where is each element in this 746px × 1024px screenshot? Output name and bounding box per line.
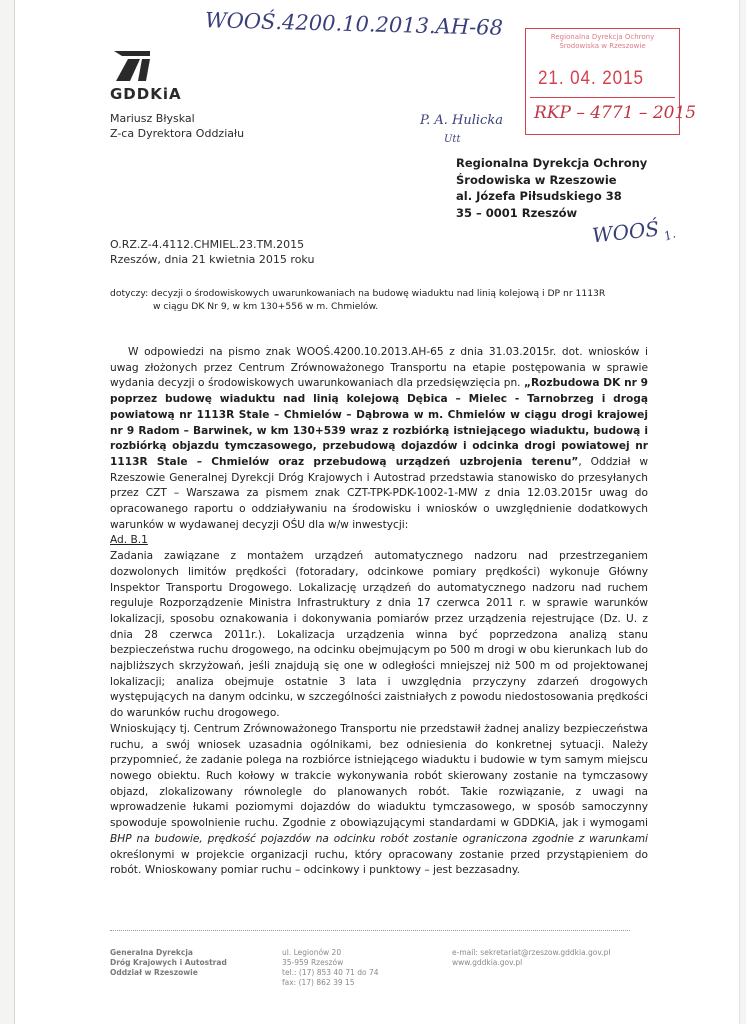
body-italic-text: BHP na budowie, prędkość pojazdów na odcinku robót zostanie ograniczona zgodnie z warunkami	[110, 832, 648, 845]
footer-line: Generalna Dyrekcja	[110, 948, 193, 957]
signer-title: Z-ca Dyrektora Oddziału	[110, 127, 245, 140]
handwritten-initials: Utt	[444, 134, 461, 145]
subject-line: w ciągu DK Nr 9, w km 130+556 w m. Chmielów.	[153, 301, 379, 312]
recipient-line: al. Józefa Piłsudskiego 38	[456, 189, 622, 203]
letter-body	[110, 345, 648, 879]
footer-organization	[110, 948, 227, 978]
footer-contact	[452, 948, 610, 968]
footer-line: ul. Legionów 20	[282, 948, 342, 957]
footer-divider	[110, 930, 630, 931]
stamp-divider	[530, 97, 675, 98]
footer-website: www.gddkia.gov.pl	[452, 958, 523, 967]
registry-stamp	[525, 28, 697, 135]
handwritten-wood-note: WOOŚ	[590, 216, 661, 248]
footer-address	[282, 948, 379, 988]
letter-reference	[110, 237, 314, 267]
footer-phone: tel.: (17) 853 40 71 do 74	[282, 968, 379, 977]
letter-place-date: Rzeszów, dnia 21 kwietnia 2015 roku	[110, 253, 315, 266]
body-paragraph	[110, 345, 648, 533]
footer-email: e-mail: sekretariat@rzeszow.gddkia.gov.pl	[452, 948, 611, 957]
subject-line: dotyczy: decyzji o środowiskowych uwarunkowaniach na budowę wiaduktu nad linią kolejową i DP nr 1113R	[110, 288, 606, 299]
body-text: W odpowiedzi na pismo znak WOOŚ.4200.10.2013.AH-65 z dnia 31.03.2015r. dot. wniosków i uwag złożonych przez Centrum Zrównoważonego Transportu na etapie postępowania w sprawie wydania decyzji o środowiskowych uwarunkowaniach dla przedsięwzięcia pn.	[110, 346, 648, 390]
handwritten-case-number: WOOŚ.4200.10.2013.AH-68	[204, 8, 504, 40]
gddkia-road-logo-icon	[110, 45, 154, 83]
stamp-office: Regionalna Dyrekcja Ochrony Środowiska w Rzeszowie	[550, 33, 655, 50]
section-heading: Ad. B.1	[110, 534, 148, 547]
signer-name: Mariusz Błyskal	[110, 112, 195, 125]
footer-line: Oddział w Rzeszowie	[110, 968, 198, 977]
recipient-line: Regionalna Dyrekcja Ochrony	[456, 156, 648, 170]
body-paragraph: Zadania zawiązane z montażem urządzeń automatycznego nadzoru nad przestrzeganiem dozwolonych limitów prędkości (fotoradary, odcinkowe pomiary prędkości) wykonuje Główny Inspektor Transportu Drogowego. Lokalizację urządzeń do automatycznego nadzoru nad ruchem reguluje Rozporządzenie Ministra Infrastruktury z dnia 17 czerwca 2011 r. w sprawie warunków lokalizacji, sposobu oznakowania i dokonywania pomiarów przez urządzenia rejestrujące (Dz. U. z dnia 28 czerwca 2011r.). Lokalizacja urządzenia winna być poprzedzona analizą stanu bezpieczeństwa ruchu drogowego, na odcinku obejmującym po 500 m drogi w obu kierunkach lub do najbliższych skrzyżowań, jeśli znajdują się one w odległości mniejszej niż 500 m od projektowanej lokalizacji; analiza obejmuje ostatnie 3 lata i uwzględnia przyczyny zdarzeń drogowych występujących na danym odcinku, w szczególności zaistniałych z powodu niedostosowania prędkości do warunków ruchu drogowego.	[110, 550, 648, 720]
project-title: „Rozbudowa DK nr 9 poprzez budowę wiaduktu nad linią kolejową Dębica – Mielec - Tarnobrzeg i drogą powiatową nr 1113R Stale – Chmielów – Dąbrowa w m. Chmielów w ciągu drogi krajowej nr 9 Radom – Barwinek, w km 130+539 wraz z rozbiórką istniejącego wiaduktu, budową i rozbiórką objazdu tymczasowego, przebudową dojazdów i odcinka drogi powiatowej nr 1113R Stale – Chmielów oraz przebudową urządzeń uzbrojenia terenu”	[110, 377, 648, 468]
recipient-line: 35 – 0001 Rzeszów	[456, 205, 578, 220]
footer-line: Dróg Krajowych i Autostrad	[110, 958, 227, 967]
stamp-date: 21. 04. 2015	[538, 68, 644, 89]
body-text: Wnioskujący tj. Centrum Zrównoważonego Transportu nie przedstawił żadnej analizy bezpieczeństwa ruchu, a swój wniosek uzasadnia ogólnikami, bez odniesienia do konkretnej sytuacji. Należy przypomnieć, że zadanie polega na rozbiórce istniejącego wiaduktu i budowie w tym samym miejscu nowego obiektu. Ruch kołowy w trakcie wykonywania robót skierowany zostanie na tymczasowy objazd, zlokalizowany równolegle do planowanych robót. Takie rozwiązanie, z uwagi na wprowadzenie łukami poziomymi dojazdów do wiaduktu tymczasowego, w sposób samoczynny spowoduje spowolnienie ruchu. Zgodnie z obowiązującymi standardami w GDDKiA, jak i wymogami	[110, 722, 648, 830]
footer-fax: fax: (17) 862 39 15	[282, 978, 355, 987]
letter-subject	[110, 287, 605, 313]
recipient-address	[456, 155, 647, 221]
recipient-line: Środowiska w Rzeszowie	[456, 172, 617, 187]
letter-number: O.RZ.Z-4.4112.CHMIEL.23.TM.2015	[110, 238, 305, 251]
footer-line: 35-959 Rzeszów	[282, 958, 344, 967]
body-text: , Oddział w Rzeszowie Generalnej Dyrekcji Dróg Krajowych i Autostrad przedstawia stanowisko do przesyłanych przez CZT – Warszawa za pismem znak CZT-TPK-PDK-1002-1-MW z dnia 12.03.2015r uwag do opracowanego raportu o oddziaływaniu na środowisku i wniosków o uwzględnienie dodatkowych warunków w wydawanej decyzji OŚU dla w/w inwestycji:	[110, 455, 649, 531]
handwritten-mark: 1.	[661, 226, 678, 244]
stamp-registry-number: RKP – 4771 – 2015	[534, 103, 697, 123]
signer-block	[110, 111, 244, 141]
handwritten-assignee: P. A. Hulicka	[420, 113, 503, 128]
body-paragraph	[110, 722, 648, 879]
gddkia-logo-text: GDDKiA	[110, 85, 182, 103]
body-text: określonymi w projekcie organizacji ruchu, który opracowany zostanie przed przystąpieniem do robót. Wnioskowany pomiar ruchu – odcinkowy i punktowy – jest bezzasadny.	[110, 848, 648, 877]
